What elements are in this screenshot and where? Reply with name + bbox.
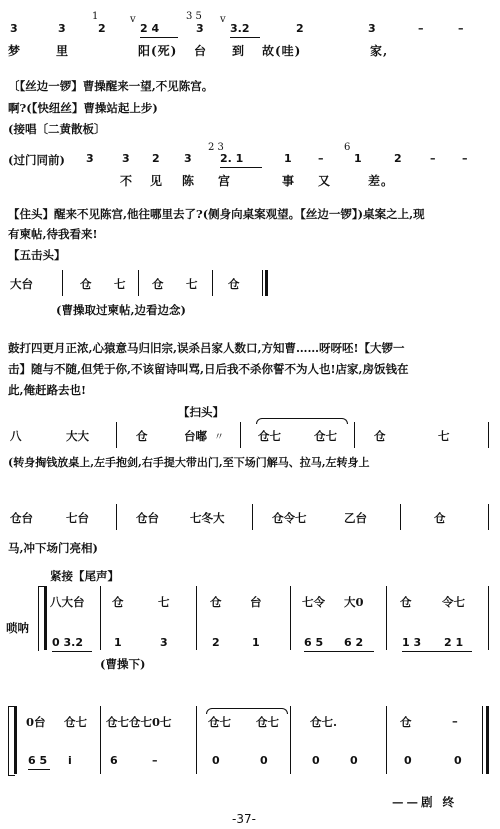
perc-cell: 仓令七 — [272, 511, 307, 525]
lyric: 事 — [282, 174, 296, 188]
note: – — [430, 152, 436, 165]
perc-cell: 仓 — [136, 429, 148, 443]
page-number: -37- — [232, 812, 256, 826]
lyric: 陈 — [182, 174, 196, 188]
perc-cell: 仓七. — [310, 715, 338, 729]
perc-cell: 仓台 — [10, 511, 33, 525]
perc-cell: 仓 — [210, 595, 222, 609]
grace-note: 6 — [344, 142, 351, 153]
perc-cell: 令七 — [442, 595, 465, 609]
note: 3 — [58, 22, 66, 35]
note: – — [462, 152, 468, 165]
stage-direction: 啊?(【快纽丝】曹操站起上步) — [8, 101, 158, 115]
perc-cell: 仓台 — [136, 511, 159, 525]
note: 1 — [354, 152, 362, 165]
note: 3 — [196, 22, 204, 35]
perc-cell: 仓七 — [256, 715, 279, 729]
lyric: 故(哇) — [262, 44, 302, 58]
lyric: 差。 — [368, 174, 395, 188]
instrument-label: 唢呐 — [6, 621, 29, 635]
percussion-label: 【扫头】 — [178, 405, 224, 419]
note: 6 5 — [28, 754, 48, 767]
percussion-label: 【五击头】 — [8, 248, 66, 262]
note: 3 — [10, 22, 18, 35]
perc-cell: 仓 — [374, 429, 386, 443]
note: – — [418, 22, 424, 35]
note: 2 — [296, 22, 304, 35]
note: 3 — [86, 152, 94, 165]
note: 6 5 — [304, 636, 324, 649]
note: 2 1 — [444, 636, 464, 649]
lyric: 不 — [120, 174, 134, 188]
prelude-label: (过门同前) — [8, 153, 65, 167]
stage-direction: 【住头】醒来不见陈宫,他往哪里去了?(侧身向桌案观望。【丝边一锣】)桌案之上,现 — [8, 207, 425, 221]
lyric: 见 — [150, 174, 164, 188]
stage-direction: (曹操取过柬帖,边看边念) — [56, 303, 186, 317]
note: 0 — [350, 754, 358, 767]
note: 3 — [368, 22, 376, 35]
perc-cell: 大大 — [66, 429, 89, 443]
dialogue: 此,俺赶路去也! — [8, 383, 87, 397]
note: 3 — [160, 636, 168, 649]
note: 3.2 — [230, 22, 250, 35]
stage-direction: 有柬帖,待我看来! — [8, 227, 98, 241]
stage-direction: (曹操下) — [100, 657, 146, 671]
stage-direction: (转身掏钱放桌上,左手抱剑,右手提大带出门,至下场门解马、拉马,左转身上 — [8, 456, 370, 469]
perc-cell: 七 — [186, 277, 198, 291]
lyric: 宫 — [218, 174, 232, 188]
stage-direction: 马,冲下场门亮相) — [8, 541, 98, 555]
note: 2 — [394, 152, 402, 165]
perc-cell: 七冬大 — [190, 511, 225, 525]
note: – — [152, 754, 158, 767]
perc-cell: 仓 — [228, 277, 240, 291]
perc-cell: 0台 — [26, 715, 46, 729]
perc-cell: 仓 — [400, 595, 412, 609]
perc-cell: 仓 — [112, 595, 124, 609]
perc-cell: 仓七 — [314, 429, 337, 443]
note: 2 — [98, 22, 106, 35]
perc-cell: 仓七 — [258, 429, 281, 443]
note: 2 — [212, 636, 220, 649]
end-mark: ——剧 终 — [392, 795, 458, 809]
note: 1 — [284, 152, 292, 165]
note: – — [318, 152, 324, 165]
note: 2. 1 — [220, 152, 244, 165]
note: 2 — [152, 152, 160, 165]
note: 0 — [312, 754, 320, 767]
dialogue: 击】随与不随,但凭于你,不该留诗叫骂,日后我不杀你誓不为人也!店家,房饭钱在 — [8, 362, 409, 376]
note: 0 — [260, 754, 268, 767]
note: 3 — [122, 152, 130, 165]
perc-cell: 七 — [158, 595, 170, 609]
perc-cell: 仓 — [80, 277, 92, 291]
note: – — [458, 22, 464, 35]
perc-cell: 八大台 — [50, 595, 85, 609]
note: 0 — [212, 754, 220, 767]
section-label: 紧接【尾声】 — [50, 569, 119, 583]
perc-cell: 仓 — [400, 715, 412, 729]
lyric: 又 — [318, 174, 332, 188]
perc-cell: 七 — [438, 429, 450, 443]
perc-cell: 大台 — [10, 277, 33, 291]
note: 0 — [404, 754, 412, 767]
lyric: 阳(死) — [138, 44, 178, 58]
perc-cell: 台 — [250, 595, 262, 609]
perc-cell: 仓七仓七0七 — [106, 715, 172, 729]
dialogue: 鼓打四更月正浓,心猿意马归旧宗,误杀吕家人数口,方知曹……呀呀呸!【大锣一 — [8, 341, 405, 355]
perc-cell: 七 — [114, 277, 126, 291]
note: 2 4 — [140, 22, 160, 35]
perc-cell: 仓七 — [64, 715, 87, 729]
perc-cell: 七台 — [66, 511, 89, 525]
lyric: 台 — [194, 44, 208, 58]
stage-direction: 〔【丝边一锣】曹操醒来一望,不见陈宫。 — [8, 79, 214, 93]
grace-note: 2 3 — [208, 142, 224, 153]
perc-cell: 大0 — [344, 595, 364, 609]
perc-cell: 仓七 — [208, 715, 231, 729]
lyric: 里 — [56, 44, 70, 58]
note: 0 — [454, 754, 462, 767]
note: 3 — [184, 152, 192, 165]
perc-cell: – — [452, 714, 458, 728]
note: i — [68, 754, 72, 767]
lyric: 家, — [370, 44, 389, 58]
note: 0 3.2 — [52, 636, 83, 649]
note: 1 — [114, 636, 122, 649]
perc-cell: 仓 — [152, 277, 164, 291]
note: 1 — [252, 636, 260, 649]
grace-note: 1 — [92, 11, 99, 22]
perc-cell: 乙台 — [344, 511, 367, 525]
lyric: 梦 — [8, 44, 22, 58]
perc-cell: 七令 — [302, 595, 325, 609]
grace-note: 3 5 — [186, 11, 202, 22]
note: 1 3 — [402, 636, 422, 649]
note: 6 — [110, 754, 118, 767]
perc-cell: 仓 — [434, 511, 446, 525]
note: 6 2 — [344, 636, 364, 649]
lyric: 到 — [232, 44, 246, 58]
stage-direction: (接唱〔二黄散板〕 — [8, 122, 106, 136]
perc-cell: 八 — [10, 429, 22, 443]
perc-cell: 台嘟 — [184, 429, 207, 443]
